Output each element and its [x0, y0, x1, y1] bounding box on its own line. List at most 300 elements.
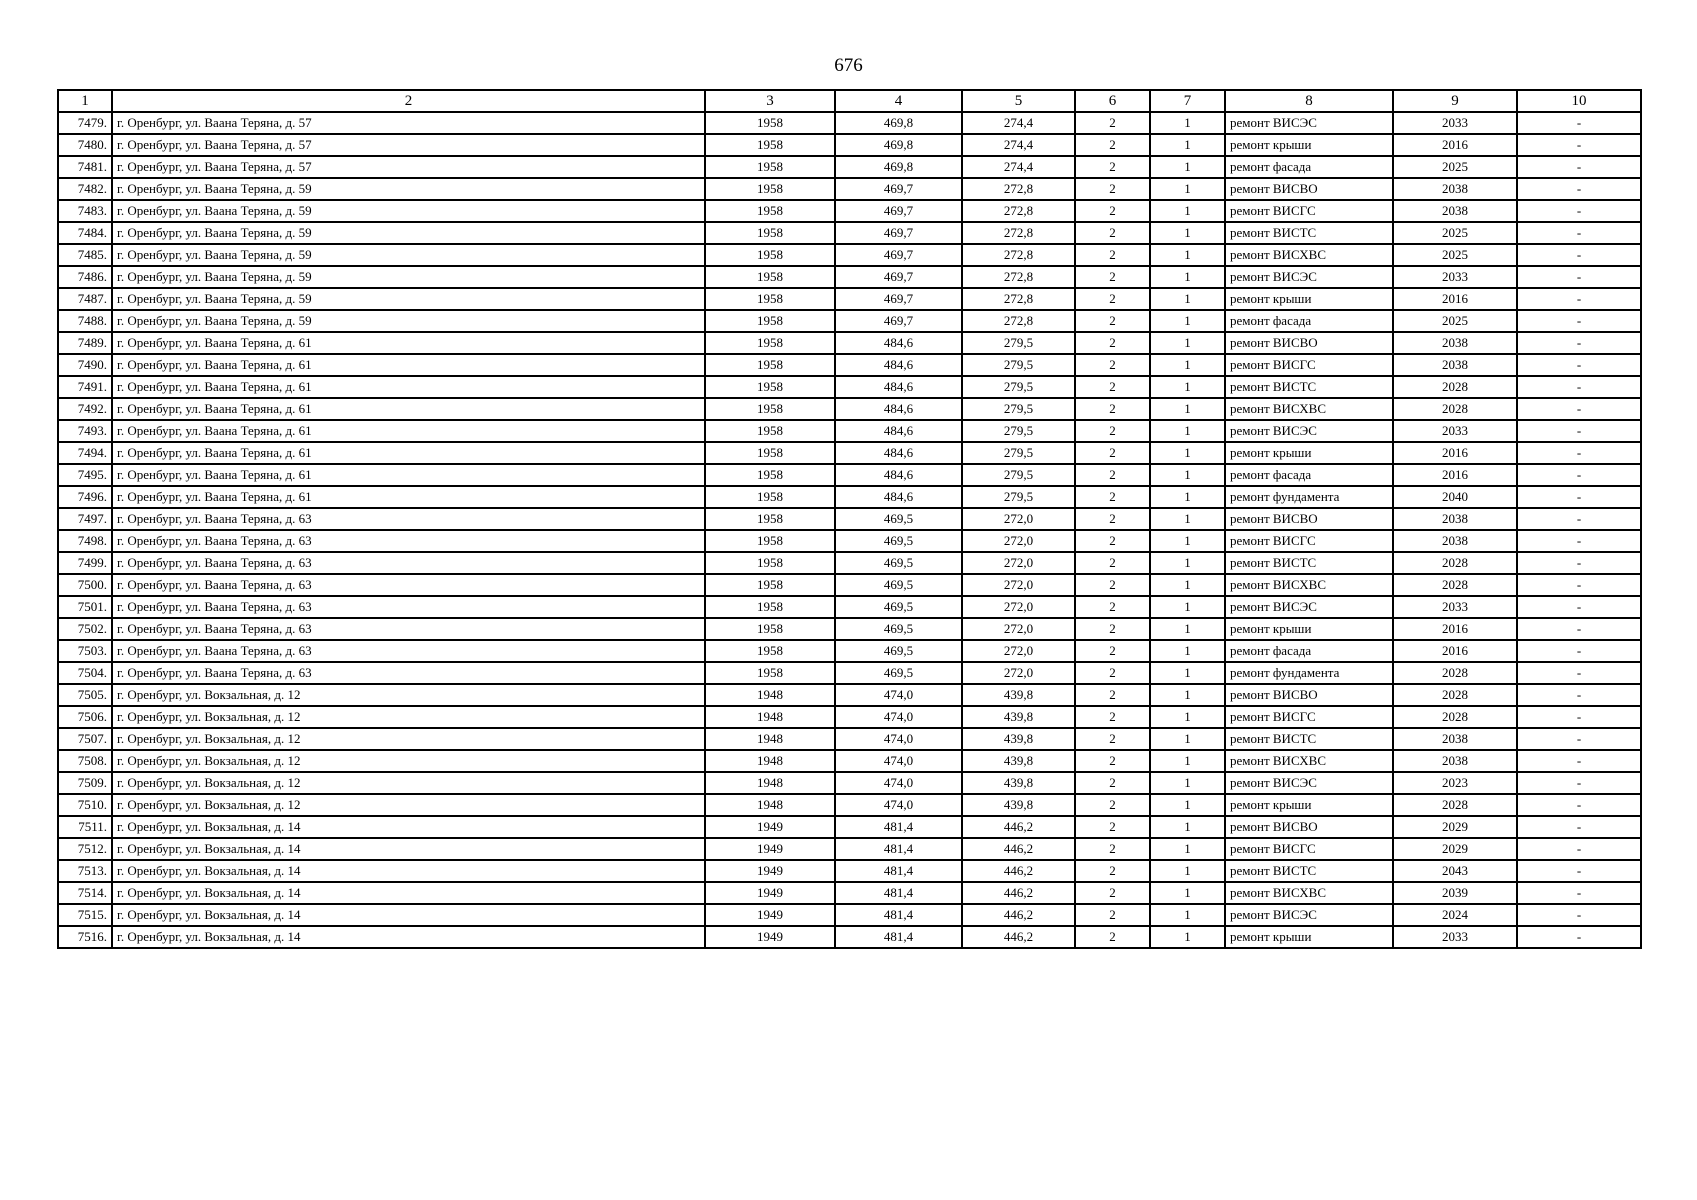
note-cell: - — [1517, 794, 1641, 816]
note-cell: - — [1517, 134, 1641, 156]
address-cell: г. Оренбург, ул. Ваана Теряна, д. 57 — [112, 156, 705, 178]
area-living-cell: 272,0 — [962, 530, 1075, 552]
entrances-cell: 1 — [1150, 178, 1225, 200]
row-number-cell: 7505. — [58, 684, 112, 706]
column-header: 2 — [112, 90, 705, 112]
address-cell: г. Оренбург, ул. Ваана Теряна, д. 63 — [112, 508, 705, 530]
planned-year-cell: 2028 — [1393, 794, 1517, 816]
entrances-cell: 1 — [1150, 706, 1225, 728]
work-type-cell: ремонт крыши — [1225, 794, 1393, 816]
row-number-cell: 7504. — [58, 662, 112, 684]
note-cell: - — [1517, 222, 1641, 244]
year-cell: 1958 — [705, 398, 835, 420]
address-cell: г. Оренбург, ул. Вокзальная, д. 12 — [112, 772, 705, 794]
floors-cell: 2 — [1075, 112, 1150, 134]
note-cell: - — [1517, 662, 1641, 684]
entrances-cell: 1 — [1150, 596, 1225, 618]
entrances-cell: 1 — [1150, 794, 1225, 816]
area-total-cell: 484,6 — [835, 376, 962, 398]
area-living-cell: 446,2 — [962, 926, 1075, 948]
address-cell: г. Оренбург, ул. Вокзальная, д. 14 — [112, 926, 705, 948]
planned-year-cell: 2038 — [1393, 332, 1517, 354]
note-cell: - — [1517, 354, 1641, 376]
address-cell: г. Оренбург, ул. Вокзальная, д. 12 — [112, 706, 705, 728]
year-cell: 1958 — [705, 530, 835, 552]
note-cell: - — [1517, 398, 1641, 420]
address-cell: г. Оренбург, ул. Ваана Теряна, д. 61 — [112, 398, 705, 420]
area-total-cell: 474,0 — [835, 750, 962, 772]
area-living-cell: 272,0 — [962, 552, 1075, 574]
table-row — [58, 684, 1641, 706]
floors-cell: 2 — [1075, 266, 1150, 288]
header-row — [58, 90, 1641, 112]
note-cell: - — [1517, 442, 1641, 464]
area-total-cell: 484,6 — [835, 442, 962, 464]
address-cell: г. Оренбург, ул. Ваана Теряна, д. 61 — [112, 332, 705, 354]
entrances-cell: 1 — [1150, 244, 1225, 266]
planned-year-cell: 2028 — [1393, 552, 1517, 574]
planned-year-cell: 2028 — [1393, 376, 1517, 398]
registry-table — [57, 89, 1642, 949]
entrances-cell: 1 — [1150, 486, 1225, 508]
area-total-cell: 481,4 — [835, 838, 962, 860]
table-row — [58, 618, 1641, 640]
year-cell: 1948 — [705, 750, 835, 772]
year-cell: 1958 — [705, 442, 835, 464]
table-row — [58, 354, 1641, 376]
area-total-cell: 469,7 — [835, 200, 962, 222]
work-type-cell: ремонт ВИСТС — [1225, 552, 1393, 574]
entrances-cell: 1 — [1150, 508, 1225, 530]
year-cell: 1949 — [705, 926, 835, 948]
row-number-cell: 7510. — [58, 794, 112, 816]
work-type-cell: ремонт ВИСЭС — [1225, 420, 1393, 442]
note-cell: - — [1517, 772, 1641, 794]
work-type-cell: ремонт ВИСТС — [1225, 728, 1393, 750]
row-number-cell: 7488. — [58, 310, 112, 332]
work-type-cell: ремонт крыши — [1225, 134, 1393, 156]
table-row — [58, 838, 1641, 860]
note-cell: - — [1517, 706, 1641, 728]
floors-cell: 2 — [1075, 838, 1150, 860]
entrances-cell: 1 — [1150, 134, 1225, 156]
entrances-cell: 1 — [1150, 904, 1225, 926]
entrances-cell: 1 — [1150, 376, 1225, 398]
area-total-cell: 469,7 — [835, 266, 962, 288]
floors-cell: 2 — [1075, 596, 1150, 618]
area-total-cell: 474,0 — [835, 728, 962, 750]
address-cell: г. Оренбург, ул. Вокзальная, д. 12 — [112, 794, 705, 816]
floors-cell: 2 — [1075, 706, 1150, 728]
address-cell: г. Оренбург, ул. Вокзальная, д. 14 — [112, 860, 705, 882]
entrances-cell: 1 — [1150, 222, 1225, 244]
column-header: 5 — [962, 90, 1075, 112]
address-cell: г. Оренбург, ул. Ваана Теряна, д. 61 — [112, 442, 705, 464]
year-cell: 1958 — [705, 574, 835, 596]
planned-year-cell: 2028 — [1393, 684, 1517, 706]
work-type-cell: ремонт ВИСВО — [1225, 508, 1393, 530]
year-cell: 1949 — [705, 882, 835, 904]
area-total-cell: 469,7 — [835, 222, 962, 244]
area-total-cell: 484,6 — [835, 398, 962, 420]
area-living-cell: 439,8 — [962, 728, 1075, 750]
area-total-cell: 469,5 — [835, 640, 962, 662]
note-cell: - — [1517, 904, 1641, 926]
row-number-cell: 7491. — [58, 376, 112, 398]
entrances-cell: 1 — [1150, 574, 1225, 596]
work-type-cell: ремонт ВИСГС — [1225, 530, 1393, 552]
row-number-cell: 7495. — [58, 464, 112, 486]
table-row — [58, 464, 1641, 486]
work-type-cell: ремонт ВИСХВС — [1225, 244, 1393, 266]
note-cell: - — [1517, 860, 1641, 882]
area-total-cell: 469,5 — [835, 662, 962, 684]
planned-year-cell: 2028 — [1393, 574, 1517, 596]
floors-cell: 2 — [1075, 508, 1150, 530]
area-total-cell: 469,5 — [835, 596, 962, 618]
address-cell: г. Оренбург, ул. Вокзальная, д. 14 — [112, 838, 705, 860]
note-cell: - — [1517, 244, 1641, 266]
work-type-cell: ремонт ВИСЭС — [1225, 772, 1393, 794]
area-living-cell: 272,8 — [962, 200, 1075, 222]
work-type-cell: ремонт фасада — [1225, 464, 1393, 486]
area-total-cell: 469,7 — [835, 244, 962, 266]
entrances-cell: 1 — [1150, 772, 1225, 794]
floors-cell: 2 — [1075, 288, 1150, 310]
floors-cell: 2 — [1075, 640, 1150, 662]
row-number-cell: 7493. — [58, 420, 112, 442]
floors-cell: 2 — [1075, 464, 1150, 486]
table-row — [58, 376, 1641, 398]
year-cell: 1958 — [705, 222, 835, 244]
planned-year-cell: 2038 — [1393, 178, 1517, 200]
area-total-cell: 484,6 — [835, 354, 962, 376]
work-type-cell: ремонт ВИСХВС — [1225, 882, 1393, 904]
row-number-cell: 7479. — [58, 112, 112, 134]
floors-cell: 2 — [1075, 794, 1150, 816]
area-living-cell: 274,4 — [962, 112, 1075, 134]
address-cell: г. Оренбург, ул. Ваана Теряна, д. 57 — [112, 112, 705, 134]
row-number-cell: 7498. — [58, 530, 112, 552]
year-cell: 1948 — [705, 706, 835, 728]
planned-year-cell: 2016 — [1393, 640, 1517, 662]
address-cell: г. Оренбург, ул. Ваана Теряна, д. 63 — [112, 618, 705, 640]
row-number-cell: 7497. — [58, 508, 112, 530]
planned-year-cell: 2028 — [1393, 662, 1517, 684]
planned-year-cell: 2023 — [1393, 772, 1517, 794]
work-type-cell: ремонт фундамента — [1225, 662, 1393, 684]
note-cell: - — [1517, 816, 1641, 838]
floors-cell: 2 — [1075, 860, 1150, 882]
table-row — [58, 200, 1641, 222]
area-living-cell: 279,5 — [962, 376, 1075, 398]
area-living-cell: 279,5 — [962, 442, 1075, 464]
year-cell: 1958 — [705, 178, 835, 200]
address-cell: г. Оренбург, ул. Ваана Теряна, д. 61 — [112, 376, 705, 398]
address-cell: г. Оренбург, ул. Ваана Теряна, д. 61 — [112, 354, 705, 376]
area-living-cell: 272,0 — [962, 596, 1075, 618]
table-row — [58, 882, 1641, 904]
area-living-cell: 446,2 — [962, 838, 1075, 860]
row-number-cell: 7482. — [58, 178, 112, 200]
floors-cell: 2 — [1075, 904, 1150, 926]
address-cell: г. Оренбург, ул. Вокзальная, д. 14 — [112, 816, 705, 838]
year-cell: 1958 — [705, 508, 835, 530]
note-cell: - — [1517, 486, 1641, 508]
address-cell: г. Оренбург, ул. Ваана Теряна, д. 59 — [112, 178, 705, 200]
row-number-cell: 7485. — [58, 244, 112, 266]
area-living-cell: 446,2 — [962, 816, 1075, 838]
floors-cell: 2 — [1075, 178, 1150, 200]
year-cell: 1958 — [705, 134, 835, 156]
area-total-cell: 469,7 — [835, 288, 962, 310]
year-cell: 1958 — [705, 200, 835, 222]
entrances-cell: 1 — [1150, 618, 1225, 640]
year-cell: 1958 — [705, 662, 835, 684]
area-total-cell: 474,0 — [835, 772, 962, 794]
year-cell: 1948 — [705, 794, 835, 816]
planned-year-cell: 2033 — [1393, 420, 1517, 442]
area-living-cell: 272,8 — [962, 288, 1075, 310]
entrances-cell: 1 — [1150, 662, 1225, 684]
row-number-cell: 7492. — [58, 398, 112, 420]
table-row — [58, 222, 1641, 244]
area-living-cell: 279,5 — [962, 464, 1075, 486]
column-header: 7 — [1150, 90, 1225, 112]
area-total-cell: 469,5 — [835, 552, 962, 574]
address-cell: г. Оренбург, ул. Ваана Теряна, д. 63 — [112, 552, 705, 574]
note-cell: - — [1517, 640, 1641, 662]
area-living-cell: 272,8 — [962, 244, 1075, 266]
address-cell: г. Оренбург, ул. Ваана Теряна, д. 57 — [112, 134, 705, 156]
floors-cell: 2 — [1075, 552, 1150, 574]
entrances-cell: 1 — [1150, 750, 1225, 772]
address-cell: г. Оренбург, ул. Ваана Теряна, д. 59 — [112, 200, 705, 222]
work-type-cell: ремонт ВИСГС — [1225, 838, 1393, 860]
year-cell: 1958 — [705, 596, 835, 618]
area-living-cell: 272,0 — [962, 662, 1075, 684]
entrances-cell: 1 — [1150, 266, 1225, 288]
entrances-cell: 1 — [1150, 838, 1225, 860]
work-type-cell: ремонт фасада — [1225, 156, 1393, 178]
area-total-cell: 469,7 — [835, 310, 962, 332]
address-cell: г. Оренбург, ул. Ваана Теряна, д. 63 — [112, 574, 705, 596]
row-number-cell: 7507. — [58, 728, 112, 750]
planned-year-cell: 2038 — [1393, 728, 1517, 750]
area-living-cell: 272,8 — [962, 178, 1075, 200]
year-cell: 1958 — [705, 288, 835, 310]
entrances-cell: 1 — [1150, 882, 1225, 904]
floors-cell: 2 — [1075, 222, 1150, 244]
floors-cell: 2 — [1075, 684, 1150, 706]
column-header: 4 — [835, 90, 962, 112]
work-type-cell: ремонт крыши — [1225, 618, 1393, 640]
entrances-cell: 1 — [1150, 200, 1225, 222]
floors-cell: 2 — [1075, 200, 1150, 222]
planned-year-cell: 2038 — [1393, 200, 1517, 222]
planned-year-cell: 2040 — [1393, 486, 1517, 508]
row-number-cell: 7508. — [58, 750, 112, 772]
year-cell: 1958 — [705, 156, 835, 178]
floors-cell: 2 — [1075, 398, 1150, 420]
work-type-cell: ремонт ВИСВО — [1225, 332, 1393, 354]
work-type-cell: ремонт крыши — [1225, 926, 1393, 948]
table-row — [58, 244, 1641, 266]
row-number-cell: 7489. — [58, 332, 112, 354]
area-living-cell: 274,4 — [962, 156, 1075, 178]
area-living-cell: 446,2 — [962, 904, 1075, 926]
area-total-cell: 469,5 — [835, 508, 962, 530]
area-living-cell: 272,8 — [962, 310, 1075, 332]
table-row — [58, 420, 1641, 442]
table-row — [58, 134, 1641, 156]
address-cell: г. Оренбург, ул. Ваана Теряна, д. 63 — [112, 596, 705, 618]
note-cell: - — [1517, 156, 1641, 178]
year-cell: 1958 — [705, 112, 835, 134]
note-cell: - — [1517, 200, 1641, 222]
work-type-cell: ремонт ВИСЭС — [1225, 596, 1393, 618]
table-row — [58, 266, 1641, 288]
table-row — [58, 530, 1641, 552]
address-cell: г. Оренбург, ул. Ваана Теряна, д. 61 — [112, 464, 705, 486]
year-cell: 1958 — [705, 618, 835, 640]
work-type-cell: ремонт фасада — [1225, 310, 1393, 332]
year-cell: 1958 — [705, 354, 835, 376]
work-type-cell: ремонт ВИСВО — [1225, 684, 1393, 706]
entrances-cell: 1 — [1150, 288, 1225, 310]
address-cell: г. Оренбург, ул. Ваана Теряна, д. 59 — [112, 222, 705, 244]
table-row — [58, 750, 1641, 772]
row-number-cell: 7494. — [58, 442, 112, 464]
area-total-cell: 481,4 — [835, 926, 962, 948]
entrances-cell: 1 — [1150, 860, 1225, 882]
area-total-cell: 469,8 — [835, 156, 962, 178]
table-row — [58, 508, 1641, 530]
table-row — [58, 310, 1641, 332]
entrances-cell: 1 — [1150, 530, 1225, 552]
row-number-cell: 7512. — [58, 838, 112, 860]
floors-cell: 2 — [1075, 244, 1150, 266]
floors-cell: 2 — [1075, 310, 1150, 332]
table-row — [58, 552, 1641, 574]
row-number-cell: 7483. — [58, 200, 112, 222]
note-cell: - — [1517, 618, 1641, 640]
area-living-cell: 279,5 — [962, 332, 1075, 354]
note-cell: - — [1517, 266, 1641, 288]
work-type-cell: ремонт ВИСТС — [1225, 222, 1393, 244]
work-type-cell: ремонт ВИСГС — [1225, 200, 1393, 222]
floors-cell: 2 — [1075, 442, 1150, 464]
row-number-cell: 7503. — [58, 640, 112, 662]
planned-year-cell: 2038 — [1393, 750, 1517, 772]
area-total-cell: 481,4 — [835, 904, 962, 926]
year-cell: 1958 — [705, 464, 835, 486]
entrances-cell: 1 — [1150, 816, 1225, 838]
area-living-cell: 439,8 — [962, 706, 1075, 728]
floors-cell: 2 — [1075, 662, 1150, 684]
row-number-cell: 7481. — [58, 156, 112, 178]
floors-cell: 2 — [1075, 750, 1150, 772]
note-cell: - — [1517, 838, 1641, 860]
work-type-cell: ремонт ВИСВО — [1225, 178, 1393, 200]
address-cell: г. Оренбург, ул. Вокзальная, д. 14 — [112, 882, 705, 904]
note-cell: - — [1517, 420, 1641, 442]
area-living-cell: 439,8 — [962, 772, 1075, 794]
work-type-cell: ремонт ВИСХВС — [1225, 574, 1393, 596]
work-type-cell: ремонт ВИСТС — [1225, 860, 1393, 882]
row-number-cell: 7515. — [58, 904, 112, 926]
area-total-cell: 469,5 — [835, 618, 962, 640]
table-row — [58, 860, 1641, 882]
year-cell: 1949 — [705, 838, 835, 860]
floors-cell: 2 — [1075, 332, 1150, 354]
planned-year-cell: 2029 — [1393, 816, 1517, 838]
row-number-cell: 7513. — [58, 860, 112, 882]
row-number-cell: 7501. — [58, 596, 112, 618]
entrances-cell: 1 — [1150, 926, 1225, 948]
entrances-cell: 1 — [1150, 332, 1225, 354]
table-row — [58, 332, 1641, 354]
year-cell: 1948 — [705, 728, 835, 750]
planned-year-cell: 2033 — [1393, 926, 1517, 948]
year-cell: 1958 — [705, 332, 835, 354]
column-header: 10 — [1517, 90, 1641, 112]
address-cell: г. Оренбург, ул. Ваана Теряна, д. 63 — [112, 662, 705, 684]
table-row — [58, 816, 1641, 838]
area-living-cell: 272,8 — [962, 266, 1075, 288]
area-living-cell: 272,0 — [962, 574, 1075, 596]
floors-cell: 2 — [1075, 772, 1150, 794]
page-number: 676 — [834, 55, 863, 76]
area-living-cell: 279,5 — [962, 486, 1075, 508]
note-cell: - — [1517, 332, 1641, 354]
table-row — [58, 728, 1641, 750]
table-row — [58, 772, 1641, 794]
work-type-cell: ремонт ВИСГС — [1225, 706, 1393, 728]
area-living-cell: 272,0 — [962, 640, 1075, 662]
area-total-cell: 469,7 — [835, 178, 962, 200]
row-number-cell: 7500. — [58, 574, 112, 596]
note-cell: - — [1517, 684, 1641, 706]
floors-cell: 2 — [1075, 486, 1150, 508]
planned-year-cell: 2016 — [1393, 618, 1517, 640]
planned-year-cell: 2025 — [1393, 244, 1517, 266]
column-header: 6 — [1075, 90, 1150, 112]
table-row — [58, 178, 1641, 200]
work-type-cell: ремонт фасада — [1225, 640, 1393, 662]
planned-year-cell: 2016 — [1393, 134, 1517, 156]
column-header: 1 — [58, 90, 112, 112]
area-living-cell: 279,5 — [962, 354, 1075, 376]
planned-year-cell: 2025 — [1393, 310, 1517, 332]
year-cell: 1958 — [705, 420, 835, 442]
area-total-cell: 474,0 — [835, 794, 962, 816]
note-cell: - — [1517, 596, 1641, 618]
area-living-cell: 439,8 — [962, 684, 1075, 706]
work-type-cell: ремонт ВИСТС — [1225, 376, 1393, 398]
floors-cell: 2 — [1075, 882, 1150, 904]
area-total-cell: 484,6 — [835, 332, 962, 354]
entrances-cell: 1 — [1150, 112, 1225, 134]
address-cell: г. Оренбург, ул. Ваана Теряна, д. 63 — [112, 530, 705, 552]
table-body — [58, 112, 1641, 948]
address-cell: г. Оренбург, ул. Ваана Теряна, д. 61 — [112, 486, 705, 508]
area-living-cell: 272,8 — [962, 222, 1075, 244]
year-cell: 1958 — [705, 266, 835, 288]
row-number-cell: 7514. — [58, 882, 112, 904]
row-number-cell: 7487. — [58, 288, 112, 310]
table-row — [58, 904, 1641, 926]
